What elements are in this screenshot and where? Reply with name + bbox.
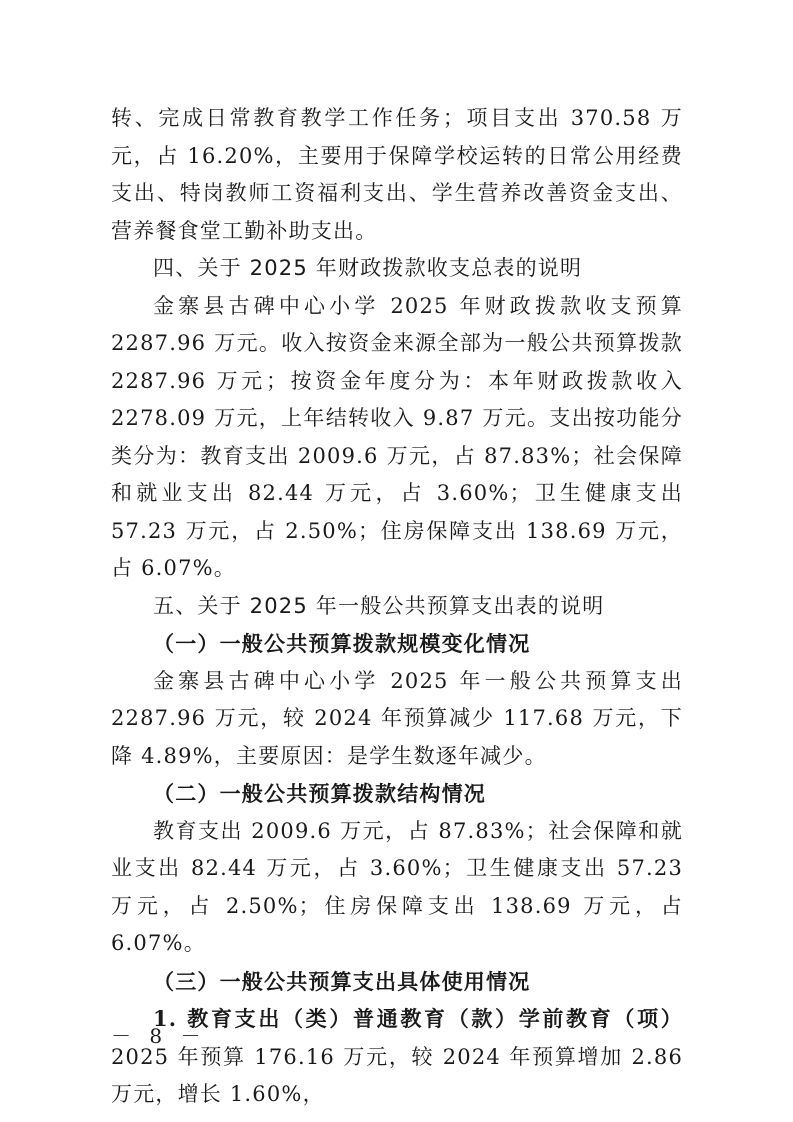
page-number: － 8 －: [111, 1024, 207, 1048]
paragraph-preschool-education: [111, 1000, 683, 1114]
document-body: [111, 100, 683, 1114]
section-heading-5: 五、关于 2025 年一般公共预算支出表的说明: [153, 593, 605, 618]
paragraph-fiscal-summary: 金寨县古碑中心小学 2025 年财政拨款收支预算 2287.96 万元。收入按资金来源全部为一般公共预算拨款 2287.96 万元；按资金年度分为：本年财政拨款收入 2278.09 万元，上年结转收入 9.87 万元。支出按功能分类分为：教育支出 2009.6 万元，占 87.83%；社会保障和就业支出 82.44 万元，占 3.60%；卫生健康支出 57.23 万元，占 2.50%；住房保障支出 138.69 万元，占 6.07%。: [111, 293, 683, 580]
paragraph-scale-change: 金寨县古碑中心小学 2025 年一般公共预算支出 2287.96 万元，较 2024 年预算减少 117.68 万元，下降 4.89%，主要原因：是学生数逐年减少。: [111, 668, 683, 768]
subheading-structure: （二）一般公共预算拨款结构情况: [153, 781, 486, 806]
paragraph-structure: 教育支出 2009.6 万元，占 87.83%；社会保障和就业支出 82.44 万元，占 3.60%；卫生健康支出 57.23 万元，占 2.50%；住房保障支出 138.69 万元，占 6.07%。: [111, 818, 683, 955]
item-lead-label: 1. 教育支出（类）普通教育（款）学前教育（项）: [153, 1006, 683, 1031]
section-heading-4: 四、关于 2025 年财政拨款收支总表的说明: [153, 256, 583, 280]
subheading-scale-change: （一）一般公共预算拨款规模变化情况: [153, 631, 531, 656]
item-lead-body: 2025 年预算 176.16 万元，较 2024 年预算增加 2.86 万元，增长 1.60%，: [111, 1044, 683, 1106]
subheading-usage: （三）一般公共预算支出具体使用情况: [153, 968, 531, 994]
paragraph-project-expenditure: 转、完成日常教育教学工作任务；项目支出 370.58 万元，占 16.20%，主要用于保障学校运转的日常公用经费支出、特岗教师工资福利支出、学生营养改善资金支出、营养餐食堂工勤补助支出。: [111, 106, 683, 243]
